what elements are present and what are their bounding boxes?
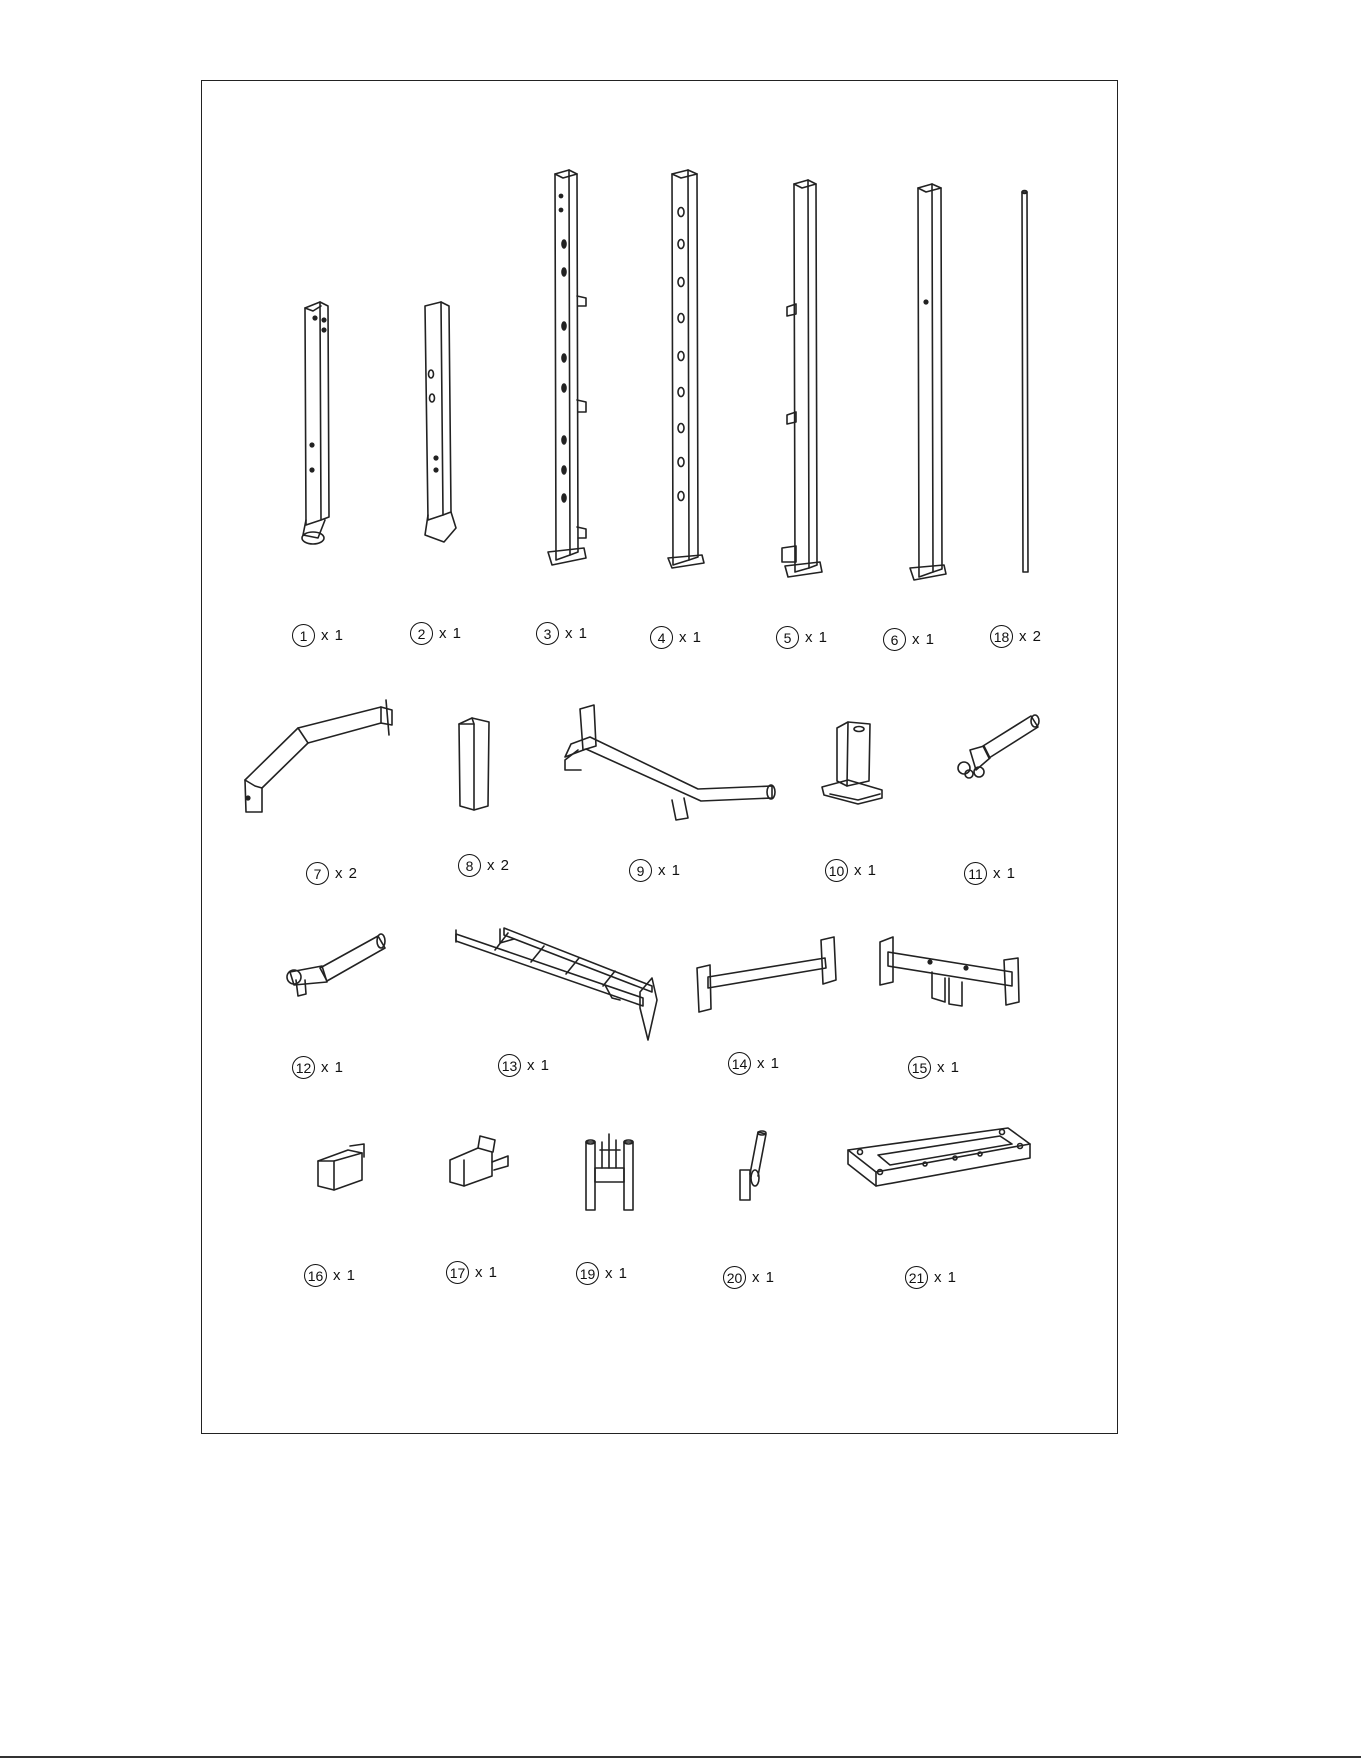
page-bottom-rule <box>0 1756 1361 1758</box>
part-number-circle: 9 <box>629 859 652 882</box>
part-18-illustration <box>1022 191 1028 573</box>
part-quantity: x 1 <box>854 862 878 879</box>
part-6-illustration <box>910 184 946 580</box>
part-quantity: x 1 <box>321 627 345 644</box>
part-quantity: x 2 <box>487 857 511 874</box>
part-label-20 <box>723 1266 775 1289</box>
part-14-illustration <box>697 937 836 1012</box>
part-quantity: x 1 <box>679 629 703 646</box>
part-8-illustration <box>459 718 489 810</box>
part-number-circle: 4 <box>650 626 673 649</box>
part-quantity: x 1 <box>658 862 682 879</box>
part-number-circle: 10 <box>825 859 848 882</box>
part-label-17 <box>446 1261 498 1284</box>
part-label-10 <box>825 859 877 882</box>
part-9-illustration <box>565 705 775 820</box>
part-10-illustration <box>822 722 882 804</box>
part-number-circle: 14 <box>728 1052 751 1075</box>
part-number-circle: 17 <box>446 1261 469 1284</box>
part-number-circle: 12 <box>292 1056 315 1079</box>
part-quantity: x 1 <box>565 625 589 642</box>
part-15-illustration <box>880 937 1019 1006</box>
part-11-illustration <box>958 715 1039 778</box>
part-quantity: x 1 <box>527 1057 551 1074</box>
part-label-5 <box>776 626 828 649</box>
part-number-circle: 2 <box>410 622 433 645</box>
part-label-13 <box>498 1054 550 1077</box>
part-number-circle: 21 <box>905 1266 928 1289</box>
part-quantity: x 1 <box>605 1265 629 1282</box>
part-label-21 <box>905 1266 957 1289</box>
part-label-4 <box>650 626 702 649</box>
part-number-circle: 20 <box>723 1266 746 1289</box>
part-21-illustration <box>848 1128 1030 1186</box>
part-label-11 <box>964 862 1016 885</box>
part-number-circle: 16 <box>304 1264 327 1287</box>
part-quantity: x 1 <box>752 1269 776 1286</box>
part-1-illustration <box>302 302 329 544</box>
part-number-circle: 19 <box>576 1262 599 1285</box>
part-number-circle: 3 <box>536 622 559 645</box>
part-label-1 <box>292 624 344 647</box>
part-label-15 <box>908 1056 960 1079</box>
part-label-18 <box>990 625 1042 648</box>
part-quantity: x 1 <box>757 1055 781 1072</box>
part-number-circle: 1 <box>292 624 315 647</box>
part-label-9 <box>629 859 681 882</box>
part-19-illustration <box>586 1134 633 1210</box>
part-label-12 <box>292 1056 344 1079</box>
part-quantity: x 1 <box>475 1264 499 1281</box>
part-label-8 <box>458 854 510 877</box>
part-number-circle: 5 <box>776 626 799 649</box>
part-number-circle: 11 <box>964 862 987 885</box>
part-label-3 <box>536 622 588 645</box>
part-label-19 <box>576 1262 628 1285</box>
part-7-illustration <box>245 700 392 812</box>
part-number-circle: 18 <box>990 625 1013 648</box>
part-label-7 <box>306 862 358 885</box>
part-2-illustration <box>425 302 456 542</box>
part-label-14 <box>728 1052 780 1075</box>
part-quantity: x 2 <box>1019 628 1043 645</box>
part-13-illustration <box>456 928 657 1040</box>
part-number-circle: 7 <box>306 862 329 885</box>
part-quantity: x 1 <box>912 631 936 648</box>
part-16-illustration <box>318 1144 364 1190</box>
part-quantity: x 1 <box>805 629 829 646</box>
part-quantity: x 1 <box>333 1267 357 1284</box>
part-quantity: x 1 <box>934 1269 958 1286</box>
part-quantity: x 1 <box>321 1059 345 1076</box>
part-label-16 <box>304 1264 356 1287</box>
part-3-illustration <box>548 170 586 565</box>
part-20-illustration <box>740 1131 766 1200</box>
part-label-2 <box>410 622 462 645</box>
part-12-illustration <box>287 934 385 996</box>
part-label-6 <box>883 628 935 651</box>
part-5-illustration <box>782 180 822 577</box>
part-number-circle: 15 <box>908 1056 931 1079</box>
part-17-illustration <box>450 1136 508 1186</box>
part-quantity: x 1 <box>439 625 463 642</box>
part-number-circle: 6 <box>883 628 906 651</box>
part-quantity: x 1 <box>937 1059 961 1076</box>
part-quantity: x 1 <box>993 865 1017 882</box>
part-number-circle: 13 <box>498 1054 521 1077</box>
part-number-circle: 8 <box>458 854 481 877</box>
part-quantity: x 2 <box>335 865 359 882</box>
part-4-illustration <box>668 170 704 568</box>
